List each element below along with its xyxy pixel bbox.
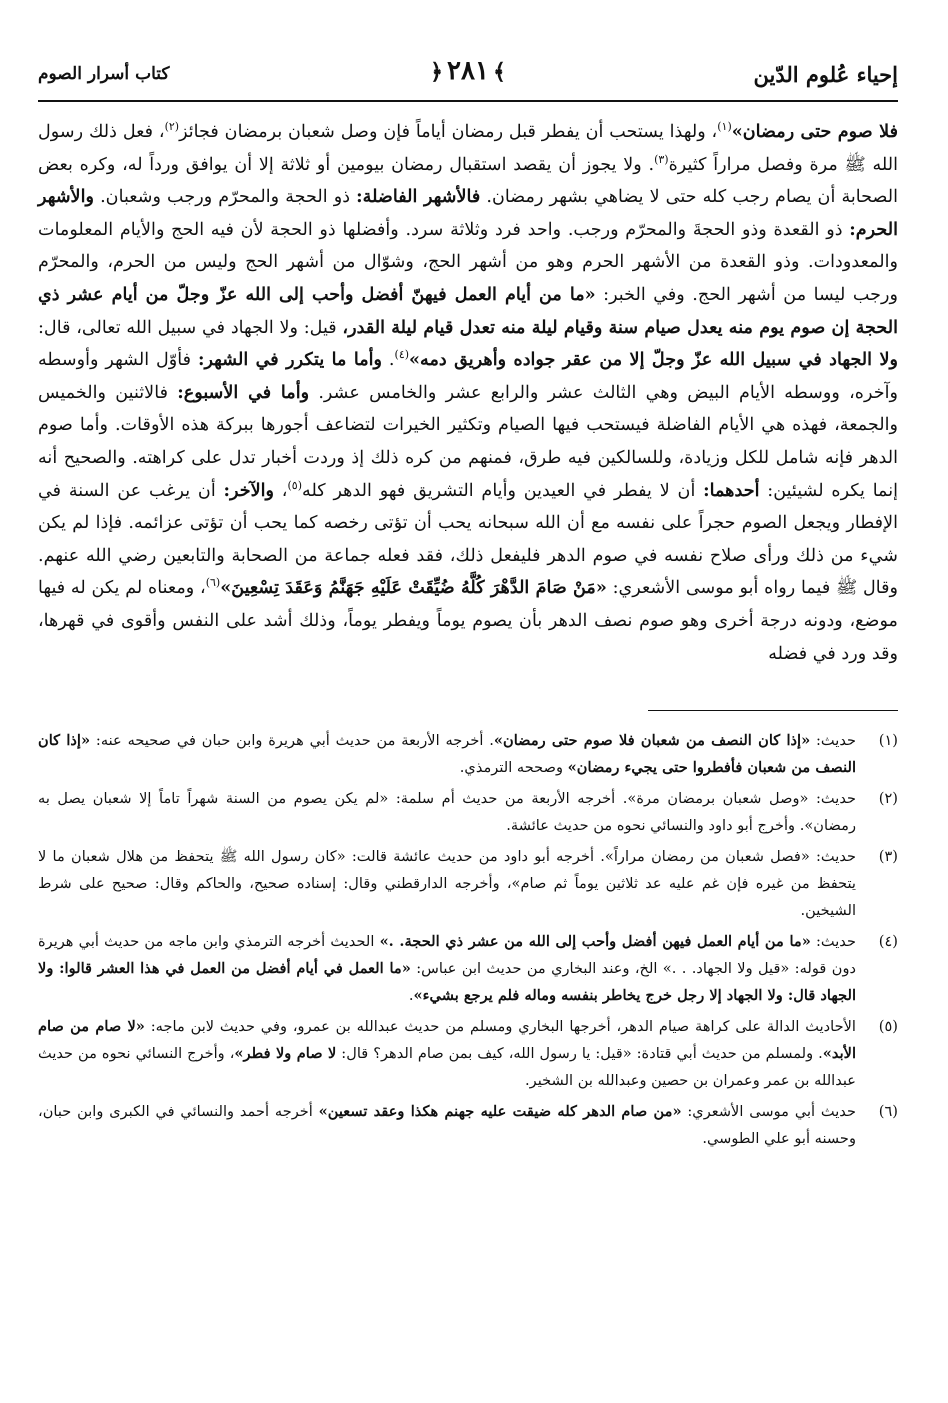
text-run: قيل: ولا الجهاد في سبيل الله تعالى، قال:: [38, 317, 343, 338]
bold-text-run: فلا صوم حتى رمضان»: [731, 121, 898, 142]
footnote-ref: (٤): [394, 348, 410, 362]
text-run: حديث:: [810, 933, 856, 951]
text-run: حديث أبي موسى الأشعري:: [681, 1103, 856, 1121]
text-run: وصححه الترمذي.: [459, 759, 568, 777]
footnote-number: (٥): [878, 1018, 898, 1036]
main-text: [38, 116, 898, 670]
footnote-text: [38, 928, 856, 1009]
bold-text-run: وأما ما يتكرر في الشهر:: [197, 349, 383, 371]
text-run: أن يرغب عن السنة في الإفطار ويجعل الصوم حجراً على نفسه مع أن الله سبحانه يحب أن تؤتى رخصه كما يحب أن تؤتى عزائمه. فإذا لم يكن شيء من ذلك ورأى صلاح نفسه في صوم الدهر فليفعل ذلك، فقد فعله جماعة من الصحابة والتابعين رضي الله عنهم. وقال ﷺ فيما رواه أبو موسى الأشعري:: [38, 480, 898, 599]
footnote-ref: (٦): [205, 576, 221, 590]
footnote-text: [38, 785, 856, 839]
footnote-text: [38, 1098, 856, 1152]
text-run: أن لا يفطر في العيدين وأيام التشريق فهو الدهر كله: [302, 480, 704, 501]
chapter-title: كتاب أسرار الصوم: [38, 64, 170, 84]
bold-text-run: «لا صام من صام الأبد»: [38, 1018, 857, 1063]
footnote-ref: (٣): [654, 152, 669, 166]
text-run: ذو الحجة والمحرّم ورجب وشعبان.: [93, 187, 357, 208]
text-run: فأوّل الشهر وأوسطه وآخره، ووسطه الأيام البيض وهي الثالث عشر والرابع عشر والخامس عشر.: [38, 350, 898, 403]
bold-text-run: «ما من أيام العمل فيهنّ أفضل وأحب إلى الله عزّ وجلّ من أيام عشر ذي الحجة إن صوم يوم منه يعدل صيام سنة وقيام ليلة منه تعدل قيام ليلة القدر،: [38, 283, 898, 338]
left-ornament-icon: ﴾: [492, 59, 506, 85]
text-run: حديث: «فصل شعبان من رمضان مراراً». أخرجه أبو داود من حديث عائشة قالت: «كان رسول الله ﷺ يتحفظ من هلال شعبان ما لا يتحفظ من غيره فإن غم عليه عد ثلاثين يوماً ثم صام»، وأخرجه الدارقطني وقال: إسناده صحيح، والحاكم وقال: صحيح على شرط الشيخين.: [38, 848, 856, 920]
footnote-text: [38, 727, 856, 781]
right-ornament-icon: ﴿: [430, 59, 444, 85]
page-number-box: [426, 56, 510, 86]
bold-text-run: والآخر:: [223, 479, 275, 501]
bold-text-run: ولا الجهاد في سبيل الله عزّ وجلّ إلا من عقر جواده وأهريق دمه»: [409, 349, 898, 371]
text-run: الحديث أخرجه الترمذي وابن ماجه من حديث أبي هريرة دون قوله: «قيل ولا الجهاد. . .» الخ، وعند البخاري من حديث ابن عباس:: [38, 933, 856, 978]
footnote-divider: [648, 710, 898, 711]
footnote-item: [38, 785, 898, 839]
footnotes: [38, 727, 898, 1152]
text-run: حديث: «وصل شعبان برمضان مرة». أخرجه الأربعة من حديث أم سلمة: «لم يكن يصوم من السنة شهراً تاماً إلا شعبان يصل به رمضان». وأخرج أبو داود والنسائي نحوه من حديث عائشة.: [38, 790, 856, 835]
book-title: إحياء عُلوم الدّين: [753, 62, 898, 87]
text-run: .: [408, 987, 414, 1005]
footnote-text: [38, 1013, 856, 1094]
footnote-item: [38, 1013, 898, 1094]
bold-text-run: «إذا كان النصف من شعبان فأفطروا حتى يجيء رمضان»: [38, 732, 856, 777]
text-run: . أخرجه الأربعة من حديث أبي هريرة وابن حبان في صحيحه عنه:: [90, 732, 494, 750]
text-run: . ولا يجوز أن يقصد استقبال رمضان بيومين أو ثلاثة إلا أن يوافق ورداً له، وكره بعض الصحابة أن يصام رجب كله حتى لا يضاهي بشهر رمضان.: [38, 154, 898, 208]
text-run: ، ولهذا يستحب أن يفطر قبل رمضان أياماً فإن وصل شعبان برمضان فجائز: [179, 122, 718, 142]
footnote-number: (٢): [878, 790, 898, 808]
text-run: فالاثنين والخميس والجمعة، فهذه هي الأيام الفاضلة فيستحب فيها الصيام وتكثير الخيرات لتضاعف أجورها ببركة هذه الأوقات. وأما صوم الدهر فإنه شامل للكل وزيادة، وللسالكين فيه طرق، فمنهم من كره ذلك إذ وردت أخبار تدل على كراهته. والصحيح أنه إنما يكره لشيئين:: [38, 382, 899, 501]
footnote-number: (٤): [878, 933, 898, 951]
text-run: ،: [274, 480, 288, 501]
footnote-item: [38, 1098, 898, 1152]
text-run: أخرجه أحمد والنسائي في الكبرى وابن حبان، وحسنه أبو علي الطوسي.: [38, 1103, 856, 1148]
text-run: .: [382, 350, 395, 371]
footnote-number: (٦): [878, 1103, 898, 1121]
main-paragraph: [38, 116, 898, 670]
footnote-item: [38, 928, 898, 1009]
bold-text-run: «ما العمل في أيام أفضل من العمل في هذا العشر قالوا: ولا الجهاد قال: ولا الجهاد إلا رجل خرج يخاطر بنفسه وماله فلم يرجع بشيء»: [38, 960, 856, 1005]
footnote-number: (٣): [878, 848, 898, 866]
bold-text-run: والأشهر الحرم:: [38, 186, 898, 240]
text-run: ، فعل ذلك رسول الله ﷺ مرة وفصل مراراً كثيرة: [38, 122, 898, 175]
bold-text-run: فالأشهر الفاضلة:: [356, 186, 481, 208]
text-run: الأحاديث الدالة على كراهة صيام الدهر، أخرجها البخاري ومسلم من حديث عبدالله بن عمرو، وفي حديث لابن ماجه:: [144, 1018, 856, 1036]
text-run: حديث:: [810, 732, 857, 750]
bold-text-run: «مَنْ صَامَ الدَّهْرَ كُلَّهُ ضُيِّقَتْ عَلَيْهِ جَهَنَّمُ وَعَقَدَ تِسْعِينَ»: [220, 577, 607, 599]
text-run: . ولمسلم من حديث أبي قتادة: «قيل: يا رسول الله، كيف بمن صام الدهر؟ قال:: [336, 1045, 823, 1063]
bold-text-run: وأما في الأسبوع:: [177, 381, 310, 403]
text-run: ذو القعدة وذو الحجةَ والمحرّم ورجب. واحد فرد وثلاثة سرد. وأفضلها ذو الحجة لأن فيه الحج والأيام المعلومات والمعدودات. وذو القعدة من الأشهر الحرم وهو من أشهر الحج، وشوّال من أشهر الحج وليس من الحرم، والمحرّم ورجب ليسا من أشهر الحج. وفي الخبر:: [38, 219, 898, 305]
footnote-ref: (١): [717, 120, 732, 134]
page-header: [38, 50, 898, 102]
page-number: ٢٨١: [447, 56, 489, 86]
bold-text-run: لا صام ولا فطر»: [234, 1045, 337, 1063]
footnote-ref: (٢): [164, 120, 180, 134]
bold-text-run: «ما من أيام العمل فيهن أفضل وأحب إلى الله من عشر ذي الحجة. .»: [379, 933, 811, 951]
bold-text-run: أحدهما:: [703, 479, 760, 501]
footnote-ref: (٥): [287, 478, 303, 492]
bold-text-run: «من صام الدهر كله ضيقت عليه جهنم هكذا وعقد تسعين»: [318, 1103, 682, 1121]
footnote-item: [38, 843, 898, 924]
book-page: [38, 50, 898, 1370]
footnote-item: [38, 727, 898, 781]
footnote-number: (١): [878, 732, 898, 750]
text-run: ، وأخرج النسائي نحوه من حديث عبدالله بن عمر وعمران بن حصين وعبدالله بن الشخير.: [38, 1045, 856, 1090]
bold-text-run: «إذا كان النصف من شعبان فلا صوم حتى رمضان»: [493, 732, 811, 750]
text-run: ، ومعناه لم يكن له فيها موضع، ودونه درجة أخرى وهو صوم نصف الدهر بأن يصوم يوماً ويفطر يوماً، وذلك أشد على النفس وأقوى في قهرها، وقد ورد في فضله: [38, 578, 898, 664]
footnote-text: [38, 843, 856, 924]
